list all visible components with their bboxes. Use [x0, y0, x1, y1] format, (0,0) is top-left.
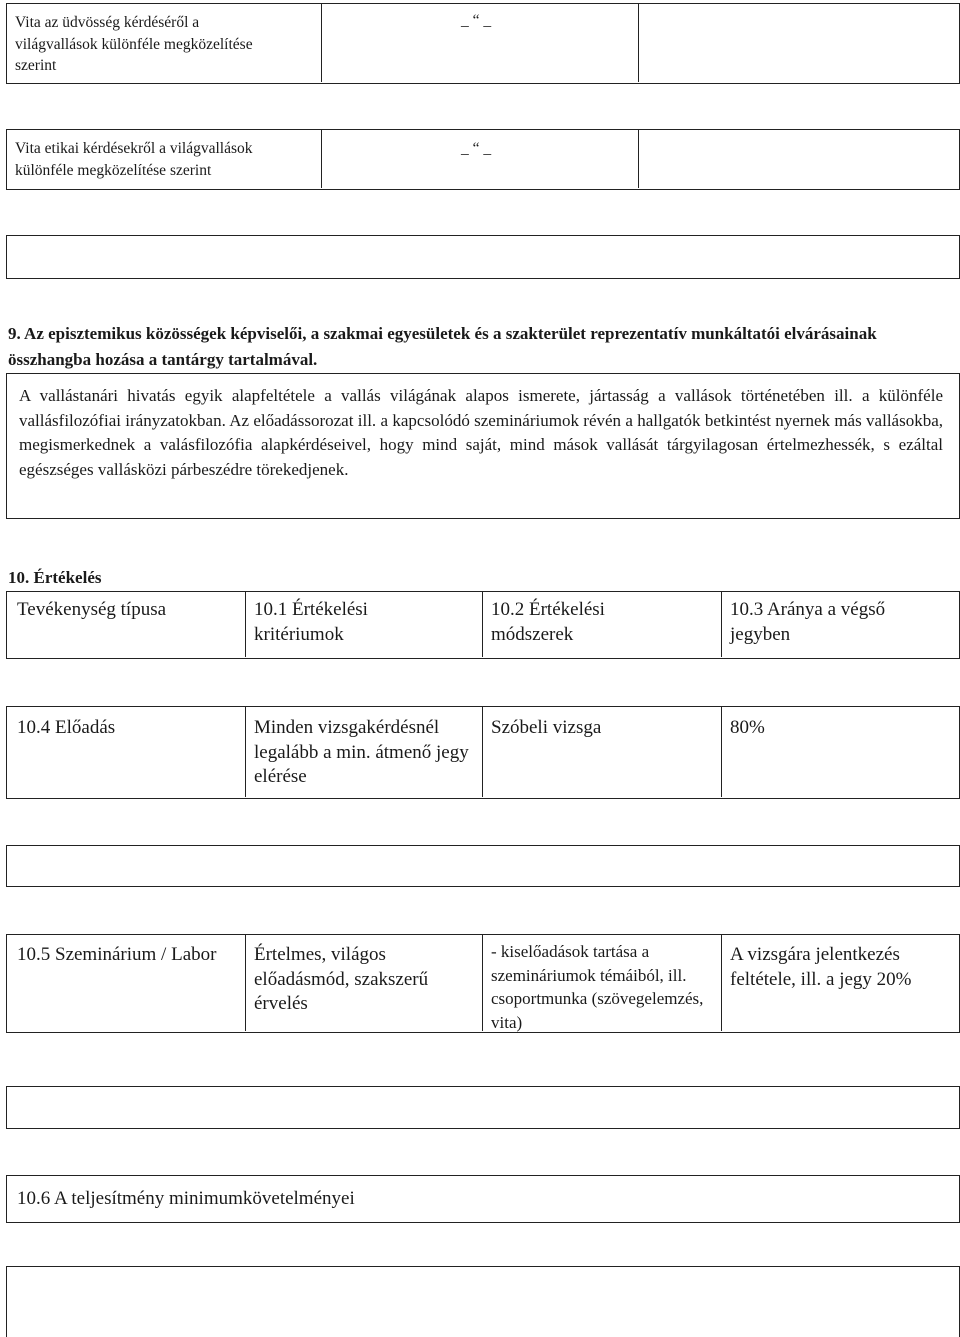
top-row-2 — [6, 129, 960, 190]
seminar-ratio: A vizsgára jelentkezés feltétele, ill. a jegy 20% — [730, 944, 912, 990]
empty-row — [6, 235, 960, 279]
empty-row — [6, 845, 960, 887]
row-label: Vita az üdvösség kérdéséről a világvallások különféle megközelítése szerint — [15, 14, 253, 74]
divider — [482, 935, 483, 1031]
empty-row — [6, 1086, 960, 1129]
divider — [721, 935, 722, 1031]
minimum-requirements-box — [6, 1266, 960, 1337]
row-value: _ “ _ — [461, 12, 492, 29]
divider — [721, 707, 722, 797]
section-9-body-box — [6, 373, 960, 519]
header-methods: 10.2 Értékelési módszerek — [491, 599, 605, 645]
lecture-ratio: 80% — [730, 717, 765, 738]
divider — [245, 707, 246, 797]
header-ratio: 10.3 Aránya a végső jegyben — [730, 599, 886, 645]
seminar-activity: 10.5 Szeminárium / Labor — [17, 944, 217, 965]
section-9-heading: 9. Az episztemikus közösségek képviselői, a szakmai egyesületek és a szakterület reprezentatív munkáltatói elvárásainak összhangba hozása a tantárgy tartalmával. — [8, 324, 877, 369]
seminar-methods: - kiselőadások tartása a szemináriumok témáiból, ill. csoportmunka (szövegelemzés, vita) — [491, 942, 704, 1032]
divider — [482, 707, 483, 797]
lecture-row — [6, 706, 960, 799]
divider — [638, 4, 639, 82]
divider — [245, 935, 246, 1031]
divider — [321, 4, 322, 82]
header-criteria: 10.1 Értékelési kritériumok — [254, 599, 368, 645]
evaluation-header-row — [6, 591, 960, 659]
top-row-1 — [6, 3, 960, 84]
divider — [245, 592, 246, 657]
lecture-activity: 10.4 Előadás — [17, 717, 116, 738]
minimum-requirements-row — [6, 1175, 960, 1223]
lecture-criteria: Minden vizsgakérdésnél legalább a min. átmenő jegy elérése — [254, 717, 469, 787]
divider — [482, 592, 483, 657]
section-10-heading: 10. Értékelés — [8, 568, 102, 587]
divider — [721, 592, 722, 657]
section-9-body: A vallástanári hivatás egyik alapfeltétele a vallás világának alapos ismerete, jártasság a vallások történetében ill. a különféle vallásfilozófiai irányzatokban. Az előadássorozat ill. a kapcsolódó szemináriumok révén a hallgatók betkintést nyernek más vallásokba, megismerkednek a valásfilozófia alapkérdéseivel, hogy mind saját, mind mások vallását tárgyilagosan értelmezhessék, s ezáltal egészséges vallásközi párbeszédre törekedjenek. — [19, 386, 943, 479]
seminar-row — [6, 934, 960, 1033]
row-value: _ “ _ — [461, 140, 492, 157]
seminar-criteria: Értelmes, világos előadásmód, szakszerű érvelés — [254, 944, 429, 1014]
row-label: Vita etikai kérdésekről a világvallások különféle megközelítése szerint — [15, 140, 253, 179]
divider — [321, 130, 322, 188]
header-activity: Tevékenység típusa — [17, 599, 167, 620]
divider — [638, 130, 639, 188]
minimum-requirements-label: 10.6 A teljesítmény minimumkövetelményei — [17, 1188, 355, 1209]
lecture-method: Szóbeli vizsga — [491, 717, 602, 738]
